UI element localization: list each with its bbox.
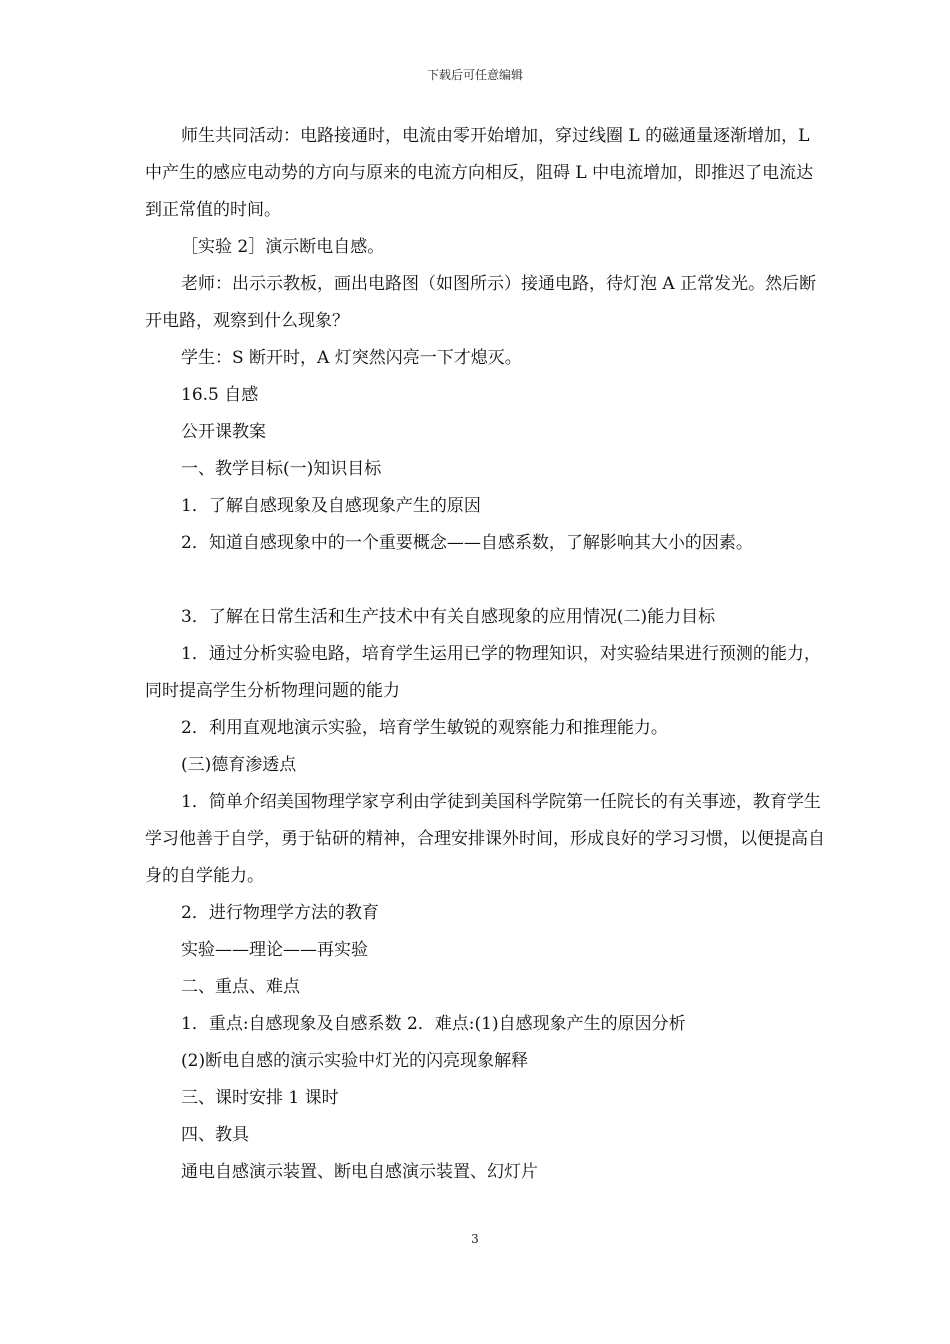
blank-line <box>145 562 825 599</box>
paragraph-experiment-2: ［实验 2］演示断电自感。 <box>181 237 385 257</box>
paragraph-teacher: 老师：出示示教板，画出电路图（如图所示）接通电路，待灯泡 A 正常发光。然后断开电路，观察到什么现象？ <box>145 274 817 331</box>
teaching-aids-list: 通电自感演示装置、断电自感演示装置、幻灯片 <box>181 1162 538 1182</box>
body-text <box>145 118 825 1191</box>
page-number: 3 <box>471 1232 479 1246</box>
goal-item: 3．了解在日常生活和生产技术中有关自感现象的应用情况(二)能力目标 <box>181 607 716 627</box>
heading-teaching-goals: 一、教学目标(一)知识目标 <box>181 459 382 479</box>
heading-teaching-aids: 四、教具 <box>181 1125 249 1145</box>
heading-schedule: 三、课时安排 1 课时 <box>181 1088 339 1108</box>
paragraph-activity: 师生共同活动：电路接通时，电流由零开始增加，穿过线圈 L 的磁通量逐渐增加，L 中产生的感应电动势的方向与原来的电流方向相反，阻碍 L 中电流增加，即推迟了电流达到正常值的时间。 <box>145 126 814 220</box>
section-title: 16.5 自感 <box>181 385 259 405</box>
heading-moral-education: (三)德育渗透点 <box>181 755 297 775</box>
ability-item: 2．利用直观地演示实验，培育学生敏锐的观察能力和推理能力。 <box>181 718 668 738</box>
goal-item: 2．知道自感现象中的一个重要概念——自感系数，了解影响其大小的因素。 <box>181 533 753 553</box>
paragraph-student: 学生：S 断开时，A 灯突然闪亮一下才熄灭。 <box>181 348 522 368</box>
lesson-type: 公开课教案 <box>181 422 266 442</box>
goal-item: 1．了解自感现象及自感现象产生的原因 <box>181 496 481 516</box>
method-line: 实验——理论——再实验 <box>181 940 368 960</box>
moral-item: 1．简单介绍美国物理学家亨利由学徒到美国科学院第一任院长的有关事迹，教育学生学习他善于自学，勇于钻研的精神，合理安排课外时间，形成良好的学习习惯，以便提高自身的自学能力。 <box>145 792 825 886</box>
key-point-item: 1．重点:自感现象及自感系数 2．难点:(1)自感现象产生的原因分析 <box>181 1014 686 1034</box>
ability-item: 1．通过分析实验电路，培育学生运用已学的物理知识，对实验结果进行预测的能力，同时提高学生分析物理问题的能力 <box>145 644 821 701</box>
page-header: 下载后可任意编辑 <box>426 68 523 82</box>
heading-key-points: 二、重点、难点 <box>181 977 300 997</box>
key-point-item: (2)断电自感的演示实验中灯光的闪亮现象解释 <box>181 1051 529 1071</box>
moral-item: 2．进行物理学方法的教育 <box>181 903 379 923</box>
